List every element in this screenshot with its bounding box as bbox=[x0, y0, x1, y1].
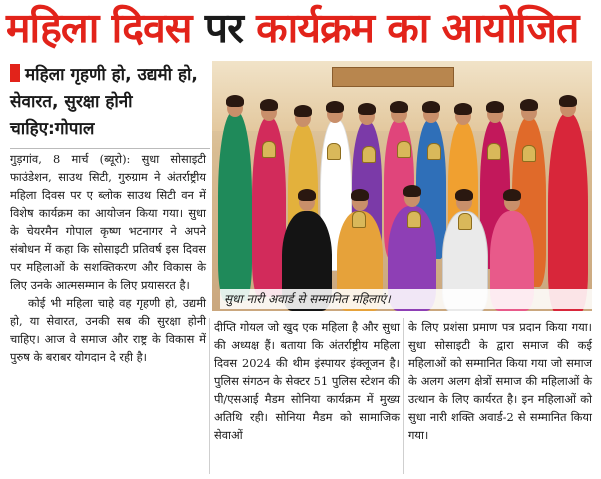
photo-person-hair bbox=[294, 105, 312, 117]
award-plaque-icon bbox=[362, 146, 376, 163]
subheadline-text: महिला गृहणी हो, उद्यमी हो, सेवारत, सुरक्षा होनी चाहिए:गोपाल bbox=[10, 65, 198, 139]
photo-person-hair bbox=[422, 101, 440, 113]
photo-person bbox=[218, 111, 252, 301]
column-divider bbox=[403, 318, 404, 474]
photo-caption: सुधा नारी अवार्ड से सम्मानित महिलाएं। bbox=[220, 289, 594, 309]
article-column-1 bbox=[10, 150, 206, 366]
award-plaque-icon bbox=[397, 141, 411, 158]
headline bbox=[6, 2, 596, 54]
photo-person-hair bbox=[455, 189, 473, 201]
article-paragraph: दीप्ति गोयल जो खुद एक महिला है और सुधा की अध्यक्ष हैं। बताया कि अंतर्राष्ट्रीय महिला दिवस 2024 की थीम इंस्पायर इंक्लूजन है। पुलिस संगठन के सेक्टर 51 पुलिस स्टेशन की पी/एसआई मैडम सोनिया कार्यक्रम में मुख्य अतिथि रही। सोनिया मैडम को सामाजिक सेवाओं bbox=[214, 320, 400, 442]
award-plaque-icon bbox=[487, 143, 501, 160]
award-plaque-icon bbox=[458, 213, 472, 230]
headline-part-2: पर bbox=[204, 4, 257, 52]
subhead-rule bbox=[10, 148, 210, 149]
photo-person-hair bbox=[298, 189, 316, 201]
award-plaque-icon bbox=[327, 143, 341, 160]
photo-person-hair bbox=[358, 103, 376, 115]
award-plaque-icon bbox=[522, 145, 536, 162]
award-plaque-icon bbox=[407, 211, 421, 228]
photo-person-hair bbox=[454, 103, 472, 115]
photo-person-hair bbox=[260, 99, 278, 111]
photo-person-hair bbox=[486, 101, 504, 113]
photo-person-hair bbox=[326, 101, 344, 113]
article-paragraph: के लिए प्रशंसा प्रमाण पत्र प्रदान किया गया। सुधा सोसाइटी के द्वारा समाज की कई महिलाओं को सम्मानित किया गया जो समाज के अलग अलग क्षेत्रों समाज की महिलाओं के उत्थान के लिए कार्यरत है। इन महिलाओं को सुधा नारी शक्ति अवार्ड-2 से सम्मानित किया गया। bbox=[408, 320, 592, 442]
column-divider bbox=[209, 318, 210, 474]
article-column-3 bbox=[408, 318, 592, 444]
photo-person-hair bbox=[351, 189, 369, 201]
article-paragraph: कोई भी महिला चाहे वह गृहणी हो, उद्यमी हो, या सेवारत, उनकी सब की सुरक्षा होनी चाहिए। आज वे समाज और राष्ट्र के विकास में पुरुष के बराबर योगदान दे रही है। bbox=[10, 296, 206, 364]
photo-person-hair bbox=[520, 99, 538, 111]
photo-person-hair bbox=[559, 95, 577, 107]
headline-part-3: कार्यक्रम का आयोजित bbox=[256, 4, 579, 52]
award-plaque-icon bbox=[352, 211, 366, 228]
subhead-marker-icon bbox=[10, 64, 20, 82]
article-column-2 bbox=[214, 318, 400, 444]
photo-person bbox=[548, 113, 588, 311]
award-plaque-icon bbox=[427, 143, 441, 160]
photo-person-hair bbox=[226, 95, 244, 107]
photo-banner bbox=[332, 67, 454, 87]
subheadline bbox=[10, 62, 212, 143]
photo-person-hair bbox=[403, 185, 421, 197]
photo-person-hair bbox=[390, 101, 408, 113]
award-plaque-icon bbox=[262, 141, 276, 158]
photo-person-hair bbox=[503, 189, 521, 201]
headline-part-1: महिला दिवस bbox=[6, 4, 205, 52]
article-paragraph: गुड़गांव, 8 मार्च (ब्यूरो): सुधा सोसाइटी फाउंडेशन, साउथ सिटी, गुरुग्राम ने अंतर्राष्ट्रीय महिला दिवस पर ए ब्लोक साउथ सिटी वन में विशेष कार्यक्रम का आयोजन किया गया। सुधा के चेयरमैन गोपाल कृष्ण भटनागर ने अपने संबोधन में कहा कि सोसाइटी प्रतिवर्ष इस दिवस पर महिलाओं के सशक्तिकरण और विकास के लिए उनके आत्मसम्मान के लिए प्रयासरत है। bbox=[10, 152, 206, 292]
news-photo bbox=[212, 61, 592, 311]
